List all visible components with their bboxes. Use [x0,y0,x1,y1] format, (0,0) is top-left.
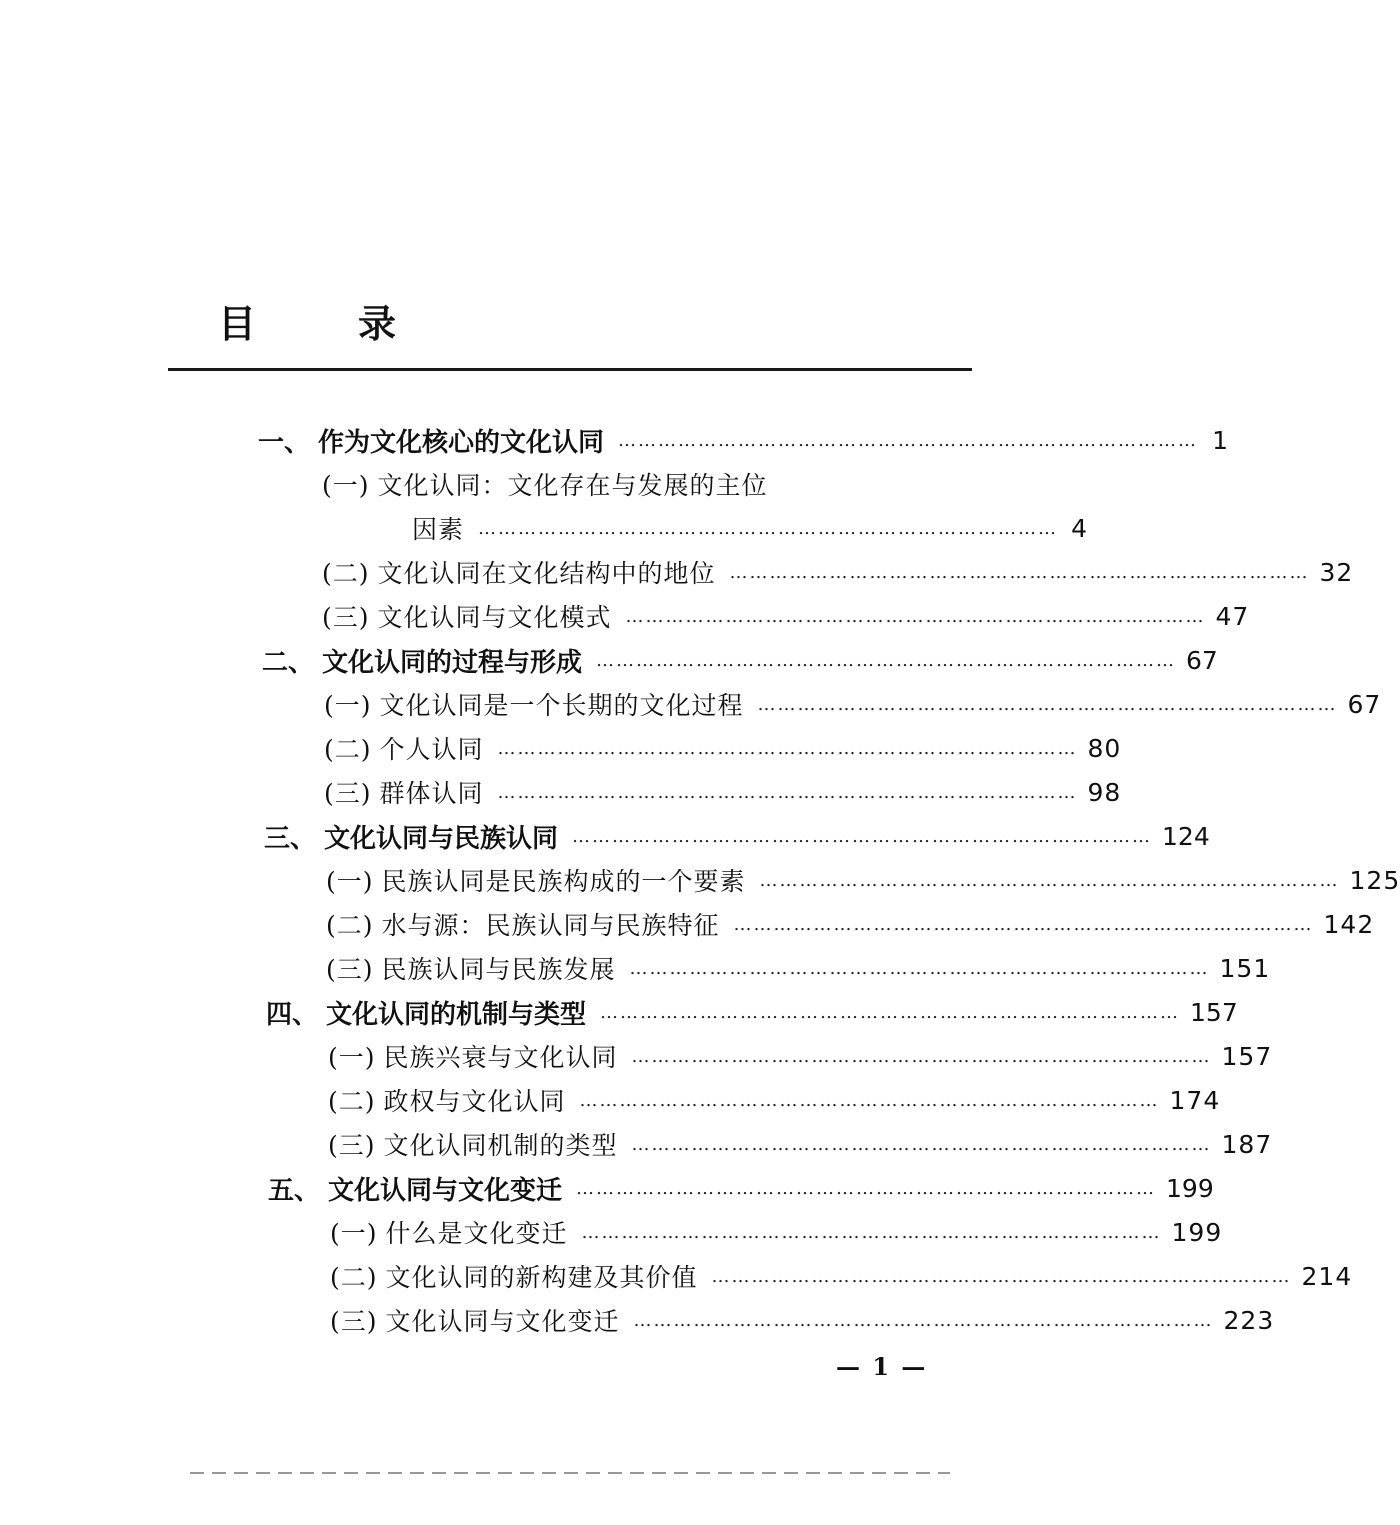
toc-entry-page: 67 [1186,645,1218,675]
toc-entry-section [330,1258,1353,1294]
toc-entry-page: 199 [1171,1217,1223,1247]
toc-entry-page: 157 [1221,1041,1273,1071]
toc-entry-number: (一) [326,867,374,896]
toc-entry-chapter [264,818,1210,854]
toc-entry-number: 一、 [258,427,311,458]
toc-entry-title: 文化认同与文化变迁 [385,1307,620,1336]
toc-entry-section [326,906,1375,942]
dot-leader: …………………………………………………………………………… [625,605,1206,627]
toc-entry-title: 文化认同与文化变迁 [328,1175,563,1206]
toc-entry-title: 文化认同机制的类型 [383,1131,618,1160]
toc-entry-page: 199 [1166,1173,1214,1203]
toc-entry-number: (二) [326,911,374,940]
toc-entry-title: 文化认同的新构建及其价值 [385,1263,698,1292]
toc-entry-page: 32 [1319,557,1354,587]
dot-leader: …………………………………………………………………………… [631,1133,1212,1155]
toc-entry-number: (三) [326,955,374,984]
toc-entry-title: 文化认同的过程与形成 [322,647,583,678]
toc-entry-number: (一) [330,1219,378,1248]
toc-entry-page: 142 [1323,909,1375,939]
toc-entry-number: 四、 [266,999,319,1030]
toc-entry-title: 作为文化核心的文化认同 [318,427,605,458]
toc-entry-title: 民族兴衰与文化认同 [383,1043,618,1072]
toc-entry-section [322,554,1354,590]
dot-leader: …………………………………………………………………………… [579,1089,1160,1111]
toc-entry-number: (三) [328,1131,376,1160]
toc-entry-page: 124 [1162,821,1210,851]
dot-leader: …………………………………………………………………………… [478,517,1059,539]
toc-entry-title: 什么是文化变迁 [385,1219,568,1248]
toc-entry-number: (一) [328,1043,376,1072]
toc-entry-page: 187 [1221,1129,1273,1159]
page-title-char-2: 录 [358,301,397,346]
dot-leader: …………………………………………………………………………… [729,561,1310,583]
toc-entry-page: 214 [1301,1261,1353,1291]
toc-entry-page: 80 [1087,733,1122,763]
toc-entry-number: (一) [322,471,370,500]
toc-entry-section [330,1302,1275,1338]
dot-leader: …………………………………………………………………………… [629,957,1210,979]
dot-leader: …………………………………………………………………………… [581,1221,1162,1243]
page-number-footer: — 1 — [836,1352,928,1381]
toc-entry-page: 98 [1087,777,1122,807]
toc-entry-page: 223 [1223,1305,1275,1335]
toc-entry-title: 文化认同的机制与类型 [326,999,587,1030]
dot-leader: …………………………………………………………………………… [497,737,1078,759]
dot-leader: …………………………………………………………………………… [596,649,1177,671]
toc-entry-chapter [258,422,1229,458]
toc-entry-section [326,862,1400,898]
toc-entry-section [324,774,1122,810]
toc-entry-number: 五、 [268,1175,321,1206]
toc-entry-section [322,598,1250,634]
toc-entry-section [328,1082,1221,1118]
toc-entry-page: 4 [1071,513,1089,543]
dot-leader: …………………………………………………………………………… [711,1265,1292,1287]
toc-entry-page: 125 [1349,865,1400,895]
toc-entry-page: 157 [1190,997,1238,1027]
toc-entry-section [326,950,1271,986]
toc-entry-chapter [262,642,1218,678]
toc-entry-number: 二、 [262,647,315,678]
toc-entry-page: 67 [1347,689,1382,719]
dot-leader: …………………………………………………………………………… [618,429,1199,451]
dot-leader: …………………………………………………………………………… [576,1177,1157,1199]
dot-leader: …………………………………………………………………………… [631,1045,1212,1067]
page-title-char-1: 目 [218,301,257,346]
toc-entry-title: 文化认同在文化结构中的地位 [377,559,716,588]
scan-artifact-line [190,1472,950,1474]
toc-entry-section [324,730,1122,766]
toc-entry-page: 151 [1219,953,1271,983]
toc-entry-number: (三) [322,603,370,632]
dot-leader: …………………………………………………………………………… [497,781,1078,803]
toc-entry-title: 文化认同与文化模式 [377,603,612,632]
toc-entry-number: (二) [324,735,372,764]
title-rule [168,368,972,371]
toc-entry-title: 文化认同：文化存在与发展的主位 [377,471,768,500]
toc-entry-section [322,466,882,502]
toc-entry-title: 水与源：民族认同与民族特征 [381,911,720,940]
toc-entry-chapter [268,1170,1214,1206]
toc-entry-page: 47 [1215,601,1250,631]
toc-entry-number: (二) [330,1263,378,1292]
toc-entry-title: 民族认同是民族构成的一个要素 [381,867,746,896]
toc-entry-page: 1 [1212,425,1229,455]
toc-entry-title: 文化认同与民族认同 [324,823,559,854]
toc-entry-section [328,1038,1273,1074]
dot-leader: …………………………………………………………………………… [759,869,1340,891]
dot-leader: …………………………………………………………………………… [757,693,1338,715]
toc-entry-title: 因素 [412,515,465,544]
toc-entry-section [330,1214,1223,1250]
toc-entry-section-continuation [412,510,1089,546]
toc-entry-section [328,1126,1273,1162]
toc-entry-number: 三、 [264,823,317,854]
toc-entry-chapter [266,994,1238,1030]
toc-entry-title: 文化认同是一个长期的文化过程 [379,691,744,720]
dot-leader: …………………………………………………………………………… [733,913,1314,935]
toc-entry-title: 个人认同 [379,735,484,764]
toc-entry-number: (二) [322,559,370,588]
toc-entry-number: (一) [324,691,372,720]
dot-leader: …………………………………………………………………………… [633,1309,1214,1331]
toc-entry-number: (二) [328,1087,376,1116]
toc-entry-title: 政权与文化认同 [383,1087,566,1116]
toc-entry-number: (三) [330,1307,378,1336]
toc-entry-section [324,686,1382,722]
page-title [218,293,458,353]
toc-entry-title: 群体认同 [379,779,484,808]
toc-entry-number: (三) [324,779,372,808]
toc-entry-page: 174 [1169,1085,1221,1115]
toc-entry-title: 民族认同与民族发展 [381,955,616,984]
dot-leader: …………………………………………………………………………… [600,1001,1181,1023]
dot-leader: …………………………………………………………………………… [572,825,1153,847]
